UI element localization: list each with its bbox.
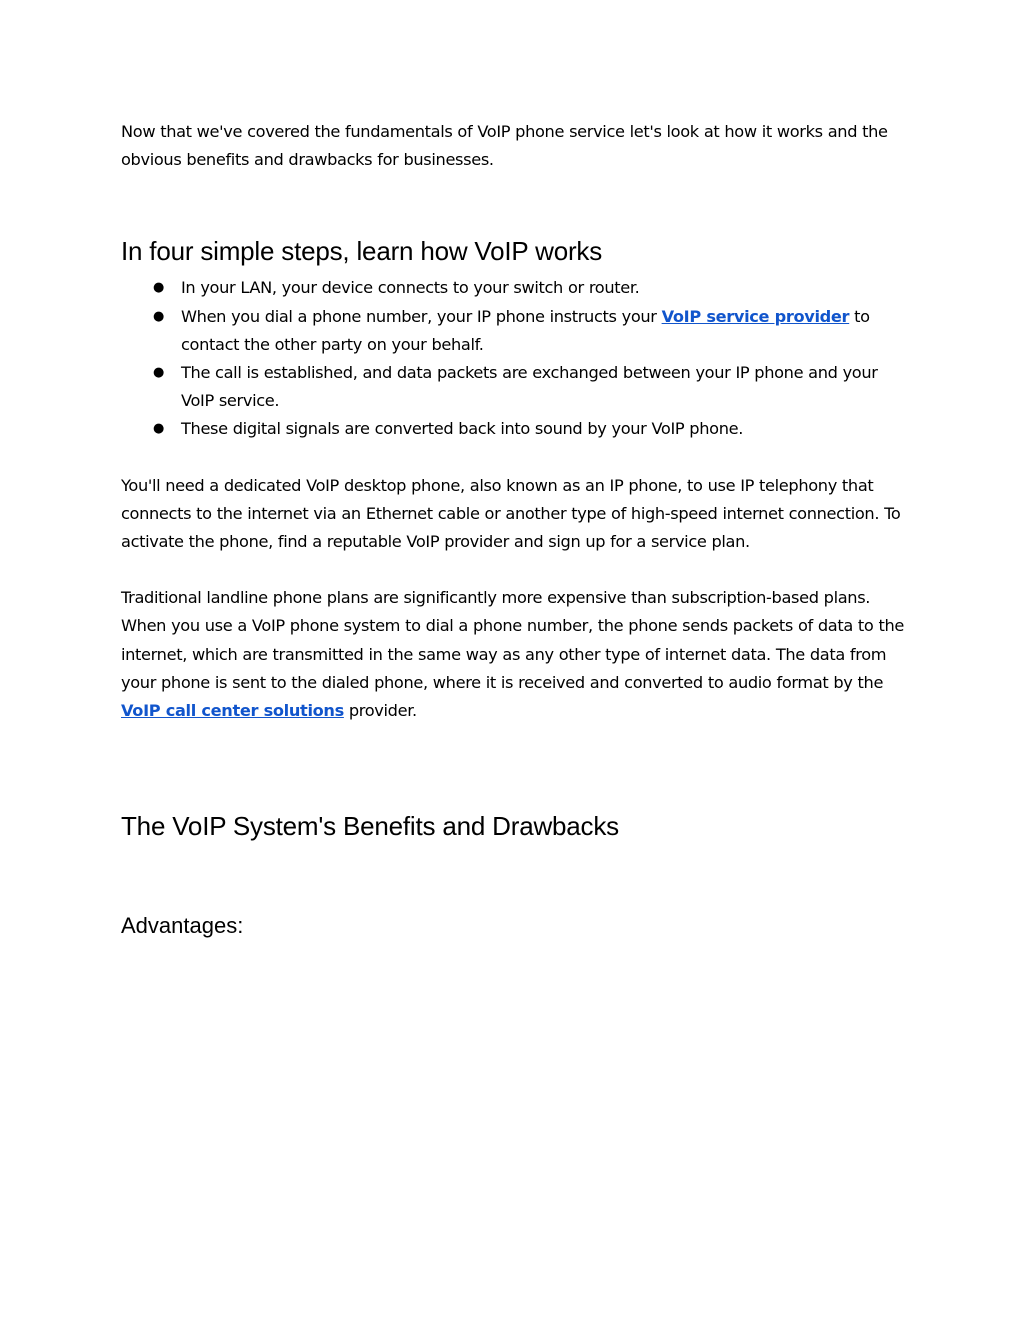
- bullet-icon: ●: [153, 280, 164, 296]
- steps-heading: In four simple steps, learn how VoIP works: [121, 236, 603, 267]
- document-page: [121, 118, 911, 941]
- bullet-icon: ●: [153, 308, 164, 324]
- step-text: The call is established, and data packets are exchanged between your IP phone and your VoIP service.: [181, 363, 878, 411]
- list-item: [121, 359, 911, 415]
- voip-call-center-solutions-link[interactable]: VoIP call center solutions: [121, 701, 344, 721]
- traditional-text-after-link: provider.: [343, 701, 417, 721]
- benefits-heading: The VoIP System's Benefits and Drawbacks: [121, 811, 619, 842]
- intro-paragraph: Now that we've covered the fundamentals of VoIP phone service let's look at how it works and the obvious benefits and drawbacks for businesses.: [121, 122, 888, 170]
- traditional-text-before-link: Traditional landline phone plans are significantly more expensive than subscription-based plans. When you use a VoIP phone system to dial a phone number, the phone sends packets of data to the internet, which are transmitted in the same way as any other type of internet data. The data from your phone is sent to the dialed phone, where it is received and converted to audio format by the: [121, 588, 904, 692]
- voip-service-provider-link[interactable]: VoIP service provider: [661, 306, 850, 326]
- step-text: These digital signals are converted back into sound by your VoIP phone.: [181, 419, 744, 439]
- ip-phone-paragraph: You'll need a dedicated VoIP desktop phone, also known as an IP phone, to use IP telephony that connects to the internet via an Ethernet cable or another type of high-speed internet connection. To activate the phone, find a reputable VoIP provider and sign up for a service plan.: [121, 475, 901, 552]
- list-item: [121, 303, 911, 359]
- list-item: [121, 274, 911, 302]
- step-text-after-link: to contact the other party on your behalf.: [181, 306, 870, 354]
- bullet-icon: ●: [153, 365, 164, 381]
- bullet-icon: ●: [153, 421, 164, 437]
- list-item: [121, 415, 911, 443]
- advantages-heading: Advantages:: [121, 913, 244, 939]
- step-text-before-link: When you dial a phone number, your IP phone instructs your: [181, 306, 662, 326]
- steps-list: [121, 274, 911, 443]
- step-text: In your LAN, your device connects to your switch or router.: [181, 278, 640, 298]
- traditional-plans-paragraph: [121, 584, 911, 725]
